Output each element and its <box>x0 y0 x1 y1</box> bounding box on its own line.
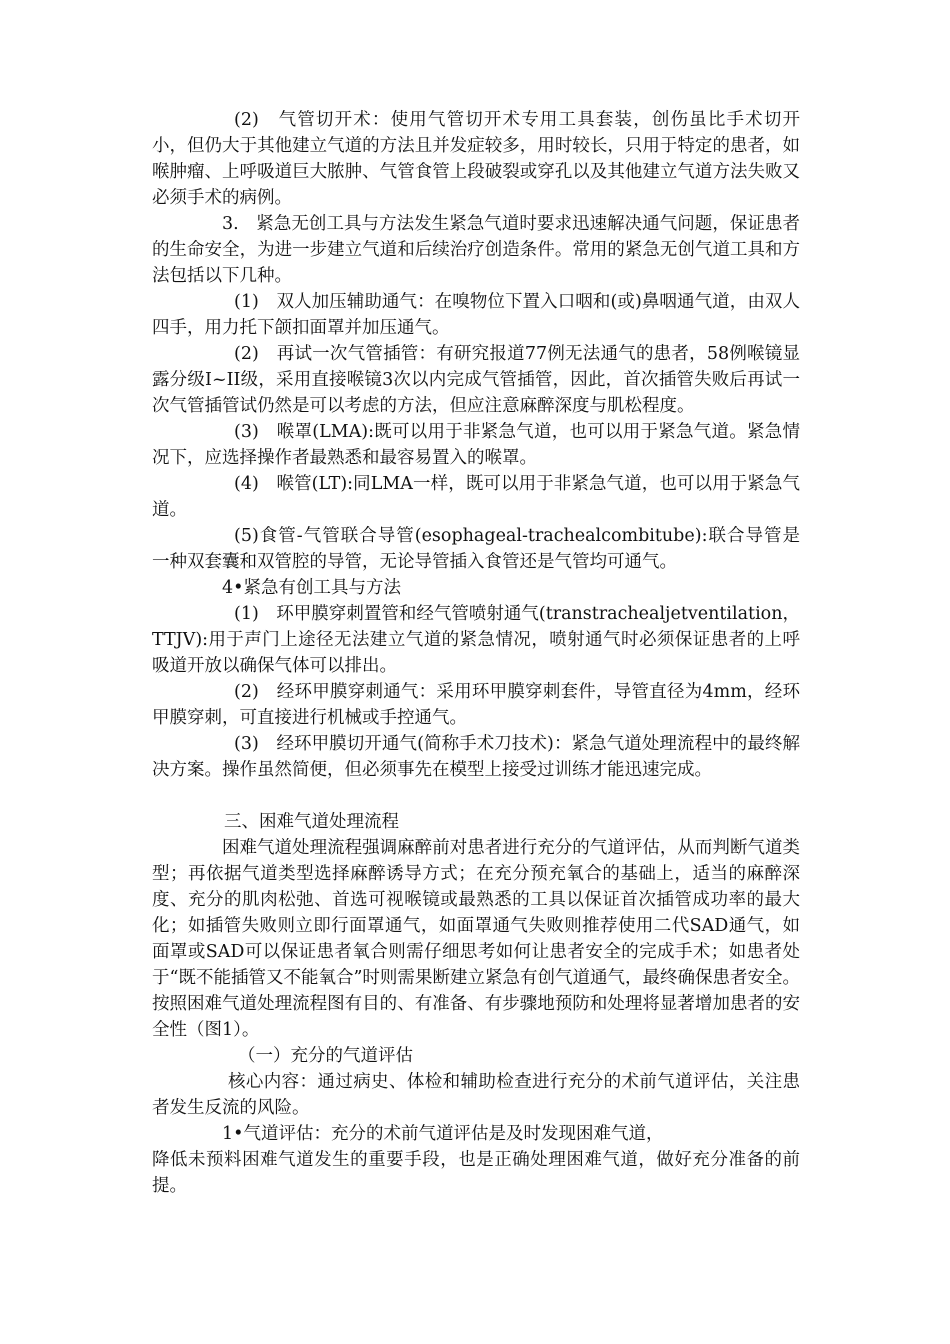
paragraph-retry-intubation: (2) 再试一次气管插管：有研究报道77例无法通气的患者，58例喉镜显露分级I~II级，采用直接喉镜3次以内完成气管插管，因此，首次插管失败后再试一次气管插管试仍然是可以考虑的方法，但应注意麻醉深度与肌松程度。 <box>152 344 800 416</box>
blank-line <box>152 783 800 809</box>
paragraph-combitube: (5)食管-气管联合导管(esophageal-trachealcombitube):联合导管是一种双套囊和双管腔的导管，无论导管插入食管还是气管均可通气。 <box>152 526 800 572</box>
paragraph-cricothyroid-puncture: (2) 经环甲膜穿刺通气：采用环甲膜穿刺套件，导管直径为4mm，经环甲膜穿刺，可直接进行机械或手控通气。 <box>152 682 800 728</box>
core-content: 核心内容：通过病史、体检和辅助检查进行充分的术前气道评估，关注患者发生反流的风险。 <box>152 1072 800 1118</box>
section-heading: 三、困难气道处理流程 <box>224 812 399 832</box>
section-body: 困难气道处理流程强调麻醉前对患者进行充分的气道评估，从而判断气道类型；再依据气道类型选择麻醉诱导方式；在充分预充氧合的基础上，适当的麻醉深度、充分的肌肉松弛、首选可视喉镜或最熟悉的工具以保证首次插管成功率的最大化；如插管失败则立即行面罩通气，如面罩通气失败则推荐使用二代SAD通气，如面罩或SAD可以保证患者氧合则需仔细思考如何让患者安全的完成手术；如患者处于“既不能插管又不能氧合”时则需果断建立紧急有创气道通气，最终确保患者安全。按照困难气道处理流程图有目的、有准备、有步骤地预防和处理将显著增加患者的安全性（图1）。 <box>152 838 800 1040</box>
eval-line-2: 降低未预料困难气道发生的重要手段，也是正确处理困难气道，做好充分准备的前提。 <box>152 1150 800 1196</box>
paragraph-tracheotomy: (2) 气管切开术：使用气管切开术专用工具套装，创伤虽比手术切开小，但仍大于其他建立气道的方法且并发症较多，用时较长，只用于特定的患者，如喉肿瘤、上呼吸道巨大脓肿、气管食管上段破裂或穿孔以及其他建立气道方法失败又必须手术的病例。 <box>152 110 800 208</box>
eval-line-1: 1•气道评估：充分的术前气道评估是及时发现困难气道， <box>222 1124 664 1144</box>
subsection-heading: （一）充分的气道评估 <box>238 1046 413 1066</box>
paragraph-laryngeal-tube: (4) 喉管(LT):同LMA一样，既可以用于非紧急气道，也可以用于紧急气道。 <box>152 474 800 520</box>
paragraph-invasive-tools-title: 4•紧急有创工具与方法 <box>222 578 401 598</box>
paragraph-cricothyrotomy: (3) 经环甲膜切开通气(简称手术刀技术)：紧急气道处理流程中的最终解决方案。操作虽然简便，但必须事先在模型上接受过训练才能迅速完成。 <box>152 734 800 780</box>
paragraph-noninvasive-tools: 3. 紧急无创工具与方法发生紧急气道时要求迅速解决通气问题，保证患者的生命安全，为进一步建立气道和后续治疗创造条件。常用的紧急无创气道工具和方法包括以下几种。 <box>152 214 800 286</box>
paragraph-lma: (3) 喉罩(LMA):既可以用于非紧急气道，也可以用于紧急气道。紧急情况下，应选择操作者最熟悉和最容易置入的喉罩。 <box>152 422 800 468</box>
paragraph-ttjv: (1) 环甲膜穿刺置管和经气管喷射通气(transtrachealjetventilation，TTJV):用于声门上途径无法建立气道的紧急情况，喷射通气时必须保证患者的上呼吸道开放以确保气体可以排出。 <box>152 604 800 676</box>
paragraph-two-person-ventilation: (1) 双人加压辅助通气：在嗅物位下置入口咽和(或)鼻咽通气道，由双人四手，用力托下颌扣面罩并加压通气。 <box>152 292 800 338</box>
document-page <box>152 107 800 1199</box>
